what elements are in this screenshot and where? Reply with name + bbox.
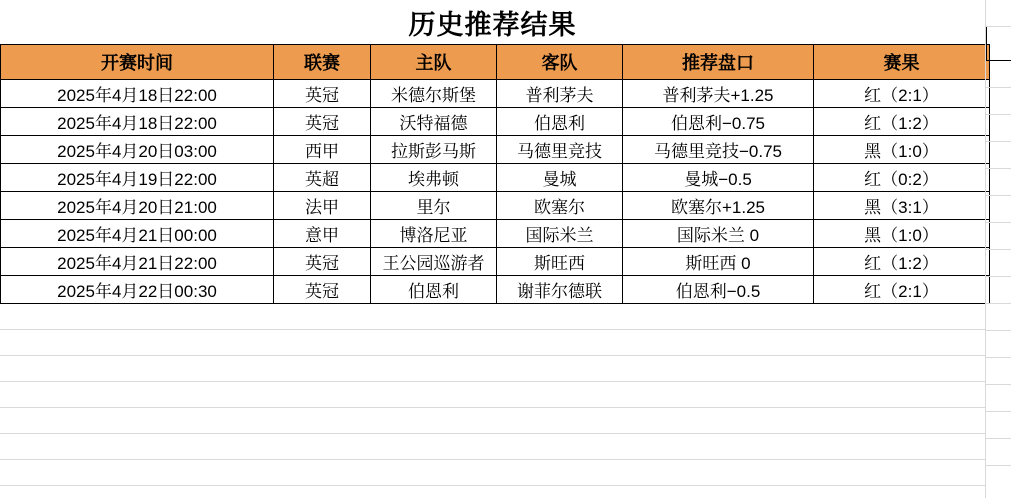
right-cell-header[interactable] bbox=[986, 27, 1011, 61]
right-cell[interactable] bbox=[986, 61, 1011, 88]
cell-home[interactable] bbox=[371, 248, 497, 276]
cell-result[interactable] bbox=[814, 164, 990, 192]
table-row[interactable] bbox=[1, 108, 990, 136]
empty-row[interactable] bbox=[0, 408, 985, 434]
result-label: 红 bbox=[864, 282, 882, 301]
results-table bbox=[0, 44, 990, 304]
cell-result[interactable] bbox=[814, 220, 990, 248]
result-label: 黑 bbox=[864, 226, 882, 245]
cell-home-text: 博洛尼亚 bbox=[399, 226, 468, 245]
cell-home[interactable] bbox=[371, 192, 497, 220]
cell-away-text: 斯旺西 bbox=[534, 254, 585, 273]
right-cell[interactable] bbox=[986, 358, 1011, 385]
cell-league[interactable]: 意甲 bbox=[274, 220, 371, 248]
cell-away-text: 曼城 bbox=[542, 170, 577, 189]
cell-result[interactable] bbox=[814, 276, 990, 304]
cell-away[interactable] bbox=[497, 80, 623, 108]
empty-row[interactable] bbox=[0, 434, 985, 460]
cell-time[interactable]: 2025年4月21日00:00 bbox=[1, 220, 274, 248]
cell-home-text: 伯恩利 bbox=[408, 282, 459, 301]
empty-row[interactable] bbox=[0, 460, 985, 486]
cell-home[interactable] bbox=[371, 220, 497, 248]
right-cell[interactable] bbox=[986, 142, 1011, 169]
right-cell[interactable] bbox=[986, 439, 1011, 466]
cell-home[interactable] bbox=[371, 164, 497, 192]
cell-time[interactable]: 2025年4月19日22:00 bbox=[1, 164, 274, 192]
empty-row[interactable] bbox=[0, 382, 985, 408]
right-cell[interactable] bbox=[986, 385, 1011, 412]
cell-pick-text: 马德里竞技−0.75 bbox=[653, 142, 782, 161]
cell-home-text: 米德尔斯堡 bbox=[391, 86, 476, 105]
right-cell[interactable] bbox=[986, 223, 1011, 250]
table-row[interactable] bbox=[1, 220, 990, 248]
cell-away-text: 马德里竞技 bbox=[517, 142, 602, 161]
cell-pick[interactable] bbox=[623, 276, 814, 304]
cell-home[interactable] bbox=[371, 108, 497, 136]
column-header-time[interactable]: 开赛时间 bbox=[1, 45, 274, 80]
table-row[interactable] bbox=[1, 80, 990, 108]
cell-time[interactable]: 2025年4月22日00:30 bbox=[1, 276, 274, 304]
result-score: （1:0） bbox=[881, 226, 939, 245]
page-title-row bbox=[0, 0, 985, 44]
right-cell[interactable] bbox=[986, 115, 1011, 142]
right-cell[interactable] bbox=[986, 169, 1011, 196]
cell-pick[interactable] bbox=[623, 136, 814, 164]
cell-time[interactable]: 2025年4月21日22:00 bbox=[1, 248, 274, 276]
cell-away-text: 国际米兰 bbox=[525, 226, 594, 245]
table-body bbox=[1, 80, 990, 304]
cell-time[interactable]: 2025年4月20日21:00 bbox=[1, 192, 274, 220]
result-label: 红 bbox=[864, 114, 882, 133]
result-label: 黑 bbox=[864, 198, 882, 217]
cell-away[interactable] bbox=[497, 136, 623, 164]
cell-home-text: 王公园巡游者 bbox=[382, 254, 485, 273]
column-header-home[interactable]: 主队 bbox=[371, 45, 497, 80]
table-row[interactable] bbox=[1, 192, 990, 220]
cell-pick[interactable] bbox=[623, 80, 814, 108]
cell-result[interactable] bbox=[814, 192, 990, 220]
cell-time[interactable]: 2025年4月20日03:00 bbox=[1, 136, 274, 164]
cell-league[interactable]: 英冠 bbox=[274, 80, 371, 108]
table-header-row bbox=[1, 45, 990, 80]
result-score: （1:0） bbox=[881, 142, 939, 161]
cell-away[interactable] bbox=[497, 248, 623, 276]
column-header-result[interactable]: 赛果 bbox=[814, 45, 990, 80]
cell-away[interactable] bbox=[497, 192, 623, 220]
cell-away[interactable] bbox=[497, 220, 623, 248]
cell-pick[interactable] bbox=[623, 164, 814, 192]
result-label: 红 bbox=[864, 254, 882, 273]
cell-pick[interactable] bbox=[623, 248, 814, 276]
result-score: （0:2） bbox=[881, 170, 939, 189]
right-cell[interactable] bbox=[986, 0, 1011, 27]
empty-rows-area bbox=[0, 304, 985, 486]
cell-home[interactable] bbox=[371, 276, 497, 304]
table-header bbox=[1, 45, 990, 80]
page-title: 历史推荐结果 bbox=[408, 9, 577, 40]
cell-league[interactable]: 法甲 bbox=[274, 192, 371, 220]
cell-away[interactable] bbox=[497, 108, 623, 136]
cell-league[interactable]: 西甲 bbox=[274, 136, 371, 164]
cell-home-text: 拉斯彭马斯 bbox=[391, 142, 476, 161]
cell-pick[interactable] bbox=[623, 108, 814, 136]
result-score: （2:1） bbox=[881, 282, 939, 301]
cell-time[interactable]: 2025年4月18日22:00 bbox=[1, 108, 274, 136]
cell-pick-text: 斯旺西 0 bbox=[685, 254, 751, 273]
table-row[interactable] bbox=[1, 164, 990, 192]
column-header-pick[interactable]: 推荐盘口 bbox=[623, 45, 814, 80]
empty-row[interactable] bbox=[0, 356, 985, 382]
right-cell[interactable] bbox=[986, 88, 1011, 115]
cell-pick-text: 普利茅夫+1.25 bbox=[662, 86, 774, 105]
cell-result[interactable] bbox=[814, 248, 990, 276]
cell-result[interactable] bbox=[814, 80, 990, 108]
right-cell[interactable] bbox=[986, 196, 1011, 223]
result-score: （1:2） bbox=[881, 114, 939, 133]
cell-pick-text: 曼城−0.5 bbox=[684, 170, 752, 189]
cell-home-text: 里尔 bbox=[416, 198, 451, 217]
cell-league[interactable]: 英冠 bbox=[274, 108, 371, 136]
result-label: 黑 bbox=[864, 142, 882, 161]
right-cell[interactable] bbox=[986, 412, 1011, 439]
cell-result[interactable] bbox=[814, 136, 990, 164]
table-row[interactable] bbox=[1, 276, 990, 304]
cell-away-text: 欧塞尔 bbox=[534, 198, 585, 217]
result-score: （2:1） bbox=[881, 86, 939, 105]
cell-home-text: 沃特福德 bbox=[399, 114, 468, 133]
cell-pick-text: 伯恩利−0.5 bbox=[675, 282, 761, 301]
result-score: （3:1） bbox=[881, 198, 939, 217]
cell-home-text: 埃弗顿 bbox=[408, 170, 459, 189]
table-row[interactable] bbox=[1, 248, 990, 276]
column-header-away[interactable]: 客队 bbox=[497, 45, 623, 80]
right-cell[interactable] bbox=[986, 304, 1011, 331]
right-cell[interactable] bbox=[986, 277, 1011, 304]
column-header-league[interactable]: 联赛 bbox=[274, 45, 371, 80]
cell-pick-text: 伯恩利−0.75 bbox=[670, 114, 765, 133]
cell-league[interactable]: 英冠 bbox=[274, 248, 371, 276]
cell-pick-text: 欧塞尔+1.25 bbox=[670, 198, 765, 217]
cell-pick-text: 国际米兰 0 bbox=[676, 226, 760, 245]
cell-away-text: 谢菲尔德联 bbox=[517, 282, 602, 301]
cell-time[interactable]: 2025年4月18日22:00 bbox=[1, 80, 274, 108]
table-row[interactable] bbox=[1, 136, 990, 164]
cell-away[interactable] bbox=[497, 276, 623, 304]
cell-league[interactable]: 英冠 bbox=[274, 276, 371, 304]
empty-row[interactable] bbox=[0, 330, 985, 356]
cell-pick[interactable] bbox=[623, 220, 814, 248]
right-partial-column bbox=[985, 0, 1011, 498]
cell-away[interactable] bbox=[497, 164, 623, 192]
cell-result[interactable] bbox=[814, 108, 990, 136]
right-cell[interactable] bbox=[986, 331, 1011, 358]
result-label: 红 bbox=[864, 170, 882, 189]
right-cell[interactable] bbox=[986, 250, 1011, 277]
cell-home[interactable] bbox=[371, 136, 497, 164]
cell-away-text: 普利茅夫 bbox=[525, 86, 594, 105]
cell-home[interactable] bbox=[371, 80, 497, 108]
result-score: （1:2） bbox=[881, 254, 939, 273]
empty-row[interactable] bbox=[0, 304, 985, 330]
cell-away-text: 伯恩利 bbox=[534, 114, 585, 133]
cell-pick[interactable] bbox=[623, 192, 814, 220]
cell-league[interactable]: 英超 bbox=[274, 164, 371, 192]
result-label: 红 bbox=[864, 86, 882, 105]
